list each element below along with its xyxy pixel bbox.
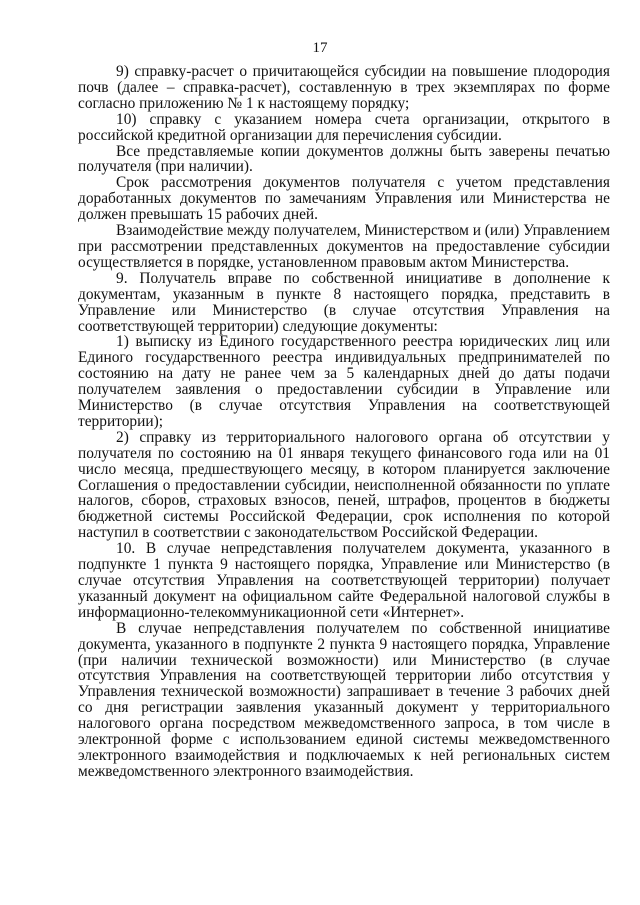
paragraph-review-term: Срок рассмотрения документов получателя с учетом представления доработанных документов по замечаниям Управления или Министерства не должен превышать 15 рабочих дней.	[78, 174, 610, 224]
paragraph-item-10-bank-account: 10) справку с указанием номера счета организации, открытого в российской кредитной организации для перечисления субсидии.	[78, 110, 610, 144]
paragraph-section-10-tax-request: В случае непредставления получателем по собственной инициативе документа, указанного в подпункте 2 пункта 9 настоящего порядка, Управление (при наличии технической возможности) или Министерство (в случае отсутствия Управления на соответствующей территории либо отсутствия у Управления технической возможности) запрашивает в течение 3 рабочих дней со дня регистрации заявления указанный документ у территориального налогового органа посредством межведомственного запроса, в том числе в электронной форме с использованием единой системы межведомственного электронного взаимодействия и подключаемых к ней региональных систем межведомственного электронного взаимодействия.	[78, 619, 610, 780]
paragraph-copies-certified: Все представляемые копии документов должны быть заверены печатью получателя (при наличии).	[78, 142, 610, 176]
paragraph-section-9-item-1: 1) выписку из Единого государственного реестра юридических лиц или Единого государственного реестра индивидуальных предпринимателей по состоянию на дату не ранее чем за 5 календарных дней до даты подачи получателем заявления о предоставлении субсидии в Управление или Министерство (в случае отсутствия Управления на соответствующей территории);	[78, 333, 610, 430]
paragraph-section-10: 10. В случае непредставления получателем документа, указанного в подпункте 1 пункта 9 настоящего порядка, Управление или Министерство (в случае отсутствия Управления на соответствующей территории) получает указанный документ на официальном сайте Федеральной налоговой службы в информационно-телекоммуникационной сети «Интернет».	[78, 540, 610, 621]
paragraph-section-9: 9. Получатель вправе по собственной инициативе в дополнение к документам, указанным в пункте 8 настоящего порядка, представить в Управление или Министерство (в случае отсутствия Управления на соответствующей территории) следующие документы:	[78, 269, 610, 335]
paragraph-section-9-item-2: 2) справку из территориального налогового органа об отсутствии у получателя по состоянию на 01 января текущего финансового года или на 01 число месяца, предшествующего месяцу, в котором планируется заключение Соглашения о предоставлении субсидии, неисполненной обязанности по уплате налогов, сборов, страховых взносов, пеней, штрафов, процентов в бюджеты бюджетной системы Российской Федерации, срок исполнения по которой наступил в соответствии с законодательством Российской Федерации.	[78, 428, 610, 542]
paragraph-item-9-calculation: 9) справку-расчет о причитающейся субсидии на повышение плодородия почв (далее – справка-расчет), составленную в трех экземплярах по форме согласно приложению № 1 к настоящему порядку;	[78, 63, 610, 112]
paragraph-interaction: Взаимодействие между получателем, Министерством и (или) Управлением при рассмотрении представленных документов на предоставление субсидии осуществляется в порядке, установленном правовым актом Министерства.	[78, 222, 610, 271]
document-body	[78, 64, 610, 780]
page-number: 17	[312, 40, 328, 56]
